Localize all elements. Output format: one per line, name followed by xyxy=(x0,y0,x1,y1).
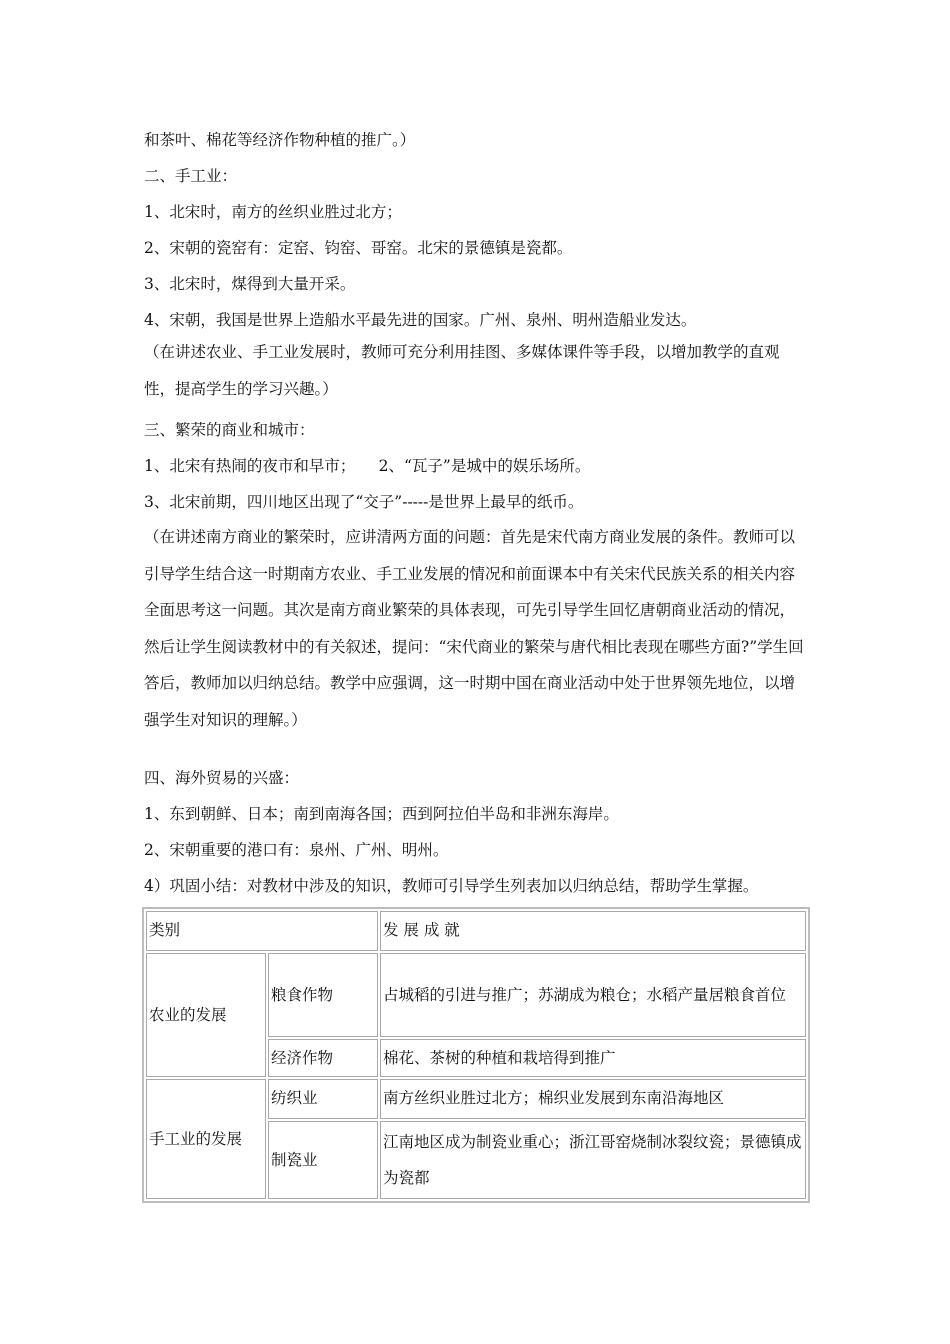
header-category: 类别 xyxy=(146,911,378,951)
cash-crops-achievement: 棉花、茶树的种植和栽培得到推广 xyxy=(380,1039,806,1077)
sub-grain: 粮食作物 xyxy=(268,953,378,1037)
sub-textile: 纺织业 xyxy=(268,1079,378,1119)
header-achievement: 发 展 成 就 xyxy=(380,911,806,951)
text-line: 2、宋朝重要的港口有：泉州、广州、明州。 xyxy=(144,841,449,859)
text-line: 3、北宋时，煤得到大量开采。 xyxy=(144,275,356,293)
text-line: 1、北宋有热闹的夜市和早市； 2、“瓦子”是城中的娱乐场所。 xyxy=(144,457,591,475)
teaching-note-2: （在讲述南方商业的繁荣时，应讲清两方面的问题：首先是宋代南方商业发展的条件。教师可以引导学生结合这一时期南方农业、手工业发展的情况和前面课本中有关宋代民族关系的相关内容全面思考这一问题。其次是南方商业繁荣的具体表现，可先引导学生回忆唐朝商业活动的情况，然后让学生阅读教材中的有关叙述，提问：“宋代商业的繁荣与唐代相比表现在哪些方面?”学生回答后，教师加以归纳总结。教学中应强调，这一时期中国在商业活动中处于世界领先地位，以增强学生对知识的理解。） xyxy=(144,528,804,729)
text-line: 1、北宋时，南方的丝织业胜过北方； xyxy=(144,203,402,221)
teaching-note-1: （在讲述农业、手工业发展时，教师可充分利用挂图、多媒体课件等手段，以增加教学的直观性，提高学生的学习兴趣。） xyxy=(144,343,780,398)
sub-cash-crops: 经济作物 xyxy=(268,1039,378,1077)
section-heading-trade: 四、海外贸易的兴盛： xyxy=(144,769,300,787)
table-row xyxy=(146,1079,806,1119)
section-heading-commerce: 三、繁荣的商业和城市： xyxy=(144,421,315,439)
grain-achievement: 占城稻的引进与推广；苏湖成为粮仓；水稻产量居粮食首位 xyxy=(380,953,806,1037)
text-line: 3、北宋前期，四川地区出现了“交子”-----是世界上最早的纸币。 xyxy=(144,493,584,511)
table-header-row xyxy=(146,911,806,951)
summary-line: 4）巩固小结：对教材中涉及的知识，教师可引导学生列表加以归纳总结，帮助学生掌握。 xyxy=(144,877,759,895)
summary-table xyxy=(142,907,810,1203)
text-line: 4、宋朝，我国是世界上造船水平最先进的国家。广州、泉州、明州造船业发达。 xyxy=(144,311,697,329)
porcelain-achievement: 江南地区成为制瓷业重心；浙江哥窑烧制冰裂纹瓷；景德镇成为瓷都 xyxy=(380,1121,806,1199)
text-line: 2、宋朝的瓷窑有：定窑、钧窑、哥窑。北宋的景德镇是瓷都。 xyxy=(144,239,573,257)
text-line: 1、东到朝鲜、日本；南到南海各国；西到阿拉伯半岛和非洲东海岸。 xyxy=(144,805,619,823)
sub-porcelain: 制瓷业 xyxy=(268,1121,378,1199)
textile-achievement: 南方丝织业胜过北方；棉织业发展到东南沿海地区 xyxy=(380,1079,806,1119)
category-agriculture: 农业的发展 xyxy=(146,953,266,1077)
table-row xyxy=(146,953,806,1037)
section-heading-handicraft: 二、手工业： xyxy=(144,167,238,185)
category-handicraft: 手工业的发展 xyxy=(146,1079,266,1199)
text-line: 和茶叶、棉花等经济作物种植的推广。） xyxy=(144,131,416,149)
